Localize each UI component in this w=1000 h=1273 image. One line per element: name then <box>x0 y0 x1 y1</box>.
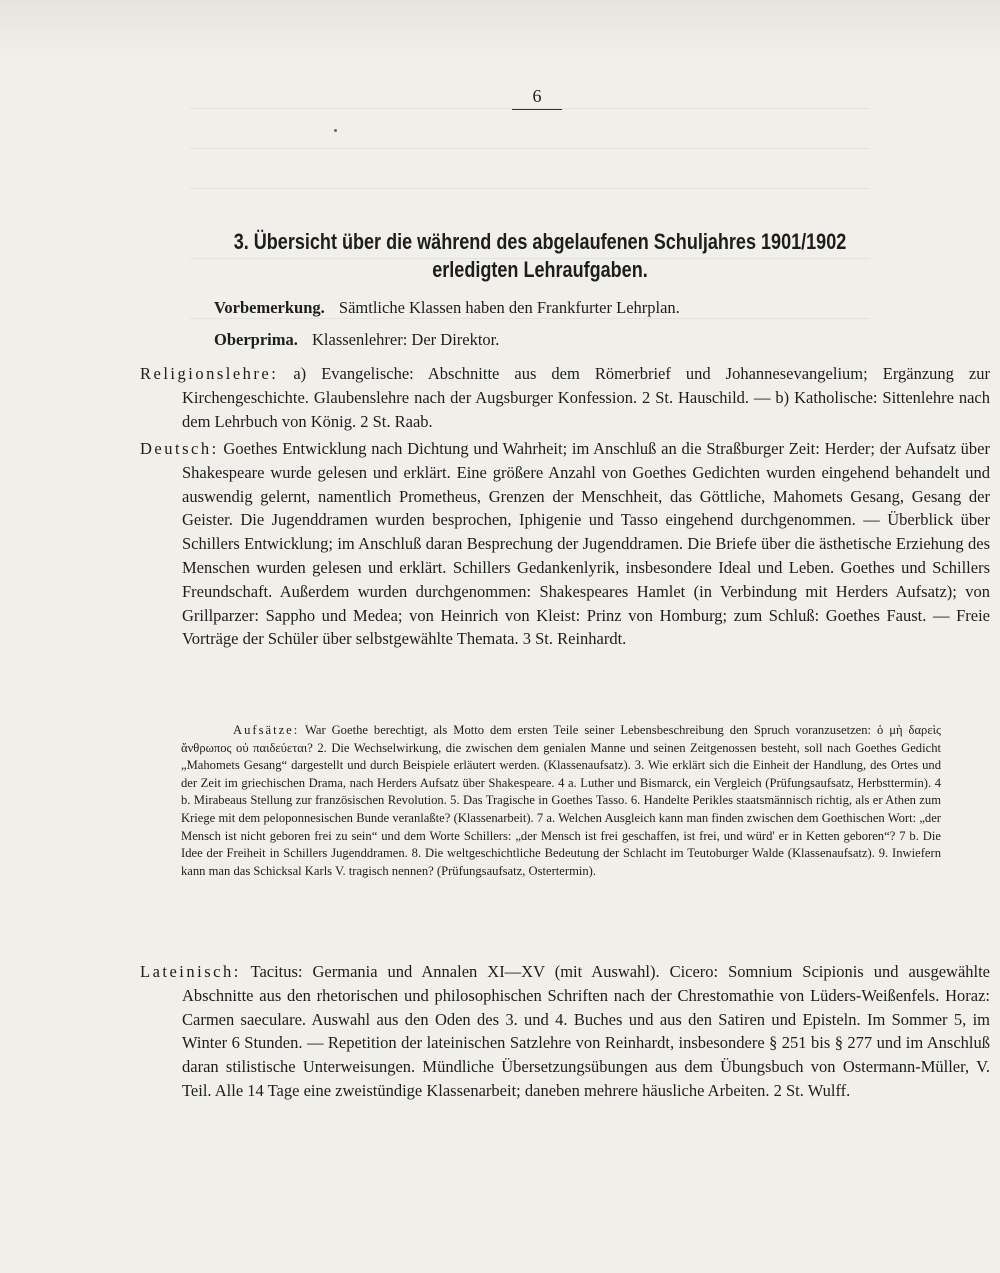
speck <box>334 129 337 132</box>
page-number: 6 <box>512 86 562 110</box>
religionslehre-text: a) Evangelische: Abschnitte aus dem Römerbrief und Johannesevangelium; Ergänzung zur Kirchengeschichte. Glaubenslehre nach der Augsburger Konfession. 2 St. Hauschild. — b) Katholische: Sittenlehre nach dem Lehrbuch von König. 2 St. Raab. <box>182 364 991 431</box>
lateinisch-label: Lateinisch: <box>140 962 241 981</box>
section-title <box>179 228 901 284</box>
vorbemerkung-text: Sämtliche Klassen haben den Frankfurter Lehrplan. <box>338 298 680 317</box>
aufsaetze-paragraph <box>181 722 941 880</box>
vorbemerkung <box>214 298 680 318</box>
deutsch-text: Goethes Entwicklung nach Dichtung und Wahrheit; im Anschluß an die Straßburger Zeit: Herder; der Aufsatz über Shakespeare wurde gelesen und erklärt. Eine größere Anzahl von Goethes Gedichten wurden eingehend behandelt und auswendig gelernt, namentlich Prometheus, Grenzen der Menschheit, das Göttliche, Mahomets Gesang, Gesang der Geister. Die Jugenddramen wurden besprochen, Iphigenie und Tasso eingehend durchgenommen. — Überblick über Schillers Entwicklung; im Anschluß daran Besprechung der Jugenddramen. Die Briefe über die ästhetische Erziehung des Menschen wurden gelesen und erklärt. Schillers Gedankenlyrik, insbesondere Ideal und Leben. Goethes und Schillers Freundschaft. Außerdem wurden durchgenommen: Shakespeares Hamlet (in Verbindung mit Herders Aufsatz); von Grillparzer: Sappho und Medea; von Heinrich von Kleist: Prinz von Homburg; zum Schluß: Goethes Faust. — Freie Vorträge der Schüler über selbstgewählte Themata. 3 St. Reinhardt. <box>182 439 991 649</box>
religionslehre-label: Religionslehre: <box>140 364 279 383</box>
deutsch-paragraph <box>140 437 990 651</box>
aufsaetze-label: Aufsätze: <box>233 723 300 737</box>
oberprima <box>214 330 499 350</box>
oberprima-text: Klassenlehrer: Der Direktor. <box>312 330 500 349</box>
aufsaetze-text: War Goethe berechtigt, als Motto dem ersten Teile seiner Lebensbeschreibung den Spruch voranzusetzen: ὁ μὴ δαρεὶς ἄνθρωπος οὐ παιδεύεται? 2. Die Wechselwirkung, die zwischen dem genialen Manne und seinen Zeitgenossen besteht, soll nach Goethes Gedicht „Mahomets Gesang“ dargestellt und durch Beispiele erläutert werden. (Klassenaufsatz). 3. Wie erklärt sich die Einheit der Handlung, des Ortes und der Zeit im griechischen Drama, nach Herders Aufsatz über Shakespeare. 4 a. Luther und Bismarck, ein Vergleich (Prüfungsaufsatz, Herbsttermin). 4 b. Mirabeaus Stellung zur französischen Revolution. 5. Das Tragische in Goethes Tasso. 6. Handelte Perikles staatsmännisch richtig, als er Athen zum Kriege mit dem peloponnesischen Bunde veranlaßte? (Klassenarbeit). 7 a. Welchen Ausgleich kann man finden zwischen dem Goethischen Wort: „der Mensch ist nicht geboren frei zu sein“ und dem Worte Schillers: „der Mensch ist frei geschaffen, ist frei, und würd' er in Ketten geboren“? 7 b. Die Idee der Freiheit in Schillers Jugenddramen. 8. Die weltgeschichtliche Bedeutung der Schlacht im Teutoburger Walde (Klassenaufsatz). 9. Inwiefern kann man das Schicksal Karls V. tragisch nennen? (Prüfungsaufsatz, Ostertermin). <box>181 723 941 878</box>
section-title-line1: 3. Übersicht über die während des abgelaufenen Schuljahres 1901/1902 <box>233 229 847 254</box>
deutsch-label: Deutsch: <box>140 439 219 458</box>
page-edge-shadow <box>0 0 1000 60</box>
vorbemerkung-label: Vorbemerkung. <box>214 298 325 317</box>
religionslehre-paragraph <box>140 362 990 433</box>
oberprima-label: Oberprima. <box>214 330 298 349</box>
lateinisch-paragraph <box>140 960 990 1103</box>
section-title-line2: erledigten Lehraufgaben. <box>432 257 648 282</box>
lateinisch-text: Tacitus: Germania und Annalen XI—XV (mit Auswahl). Cicero: Somnium Scipionis und ausgewählte Abschnitte aus den rhetorischen und philosophischen Schriften nach der Chrestomathie von Lüders-Weißenfels. Horaz: Carmen saeculare. Auswahl aus den Oden des 3. und 4. Buches und aus den Satiren und Episteln. Im Sommer 5, im Winter 6 Stunden. — Repetition der lateinischen Satzlehre von Reinhardt, insbesondere § 251 bis § 277 und im Anschluß daran stilistische Unterweisungen. Mündliche Übersetzungsübungen aus dem Übungsbuch von Ostermann-Müller, V. Teil. Alle 14 Tage eine zweistündige Klassenarbeit; daneben mehrere häusliche Arbeiten. 2 St. Wulff. <box>182 962 991 1100</box>
